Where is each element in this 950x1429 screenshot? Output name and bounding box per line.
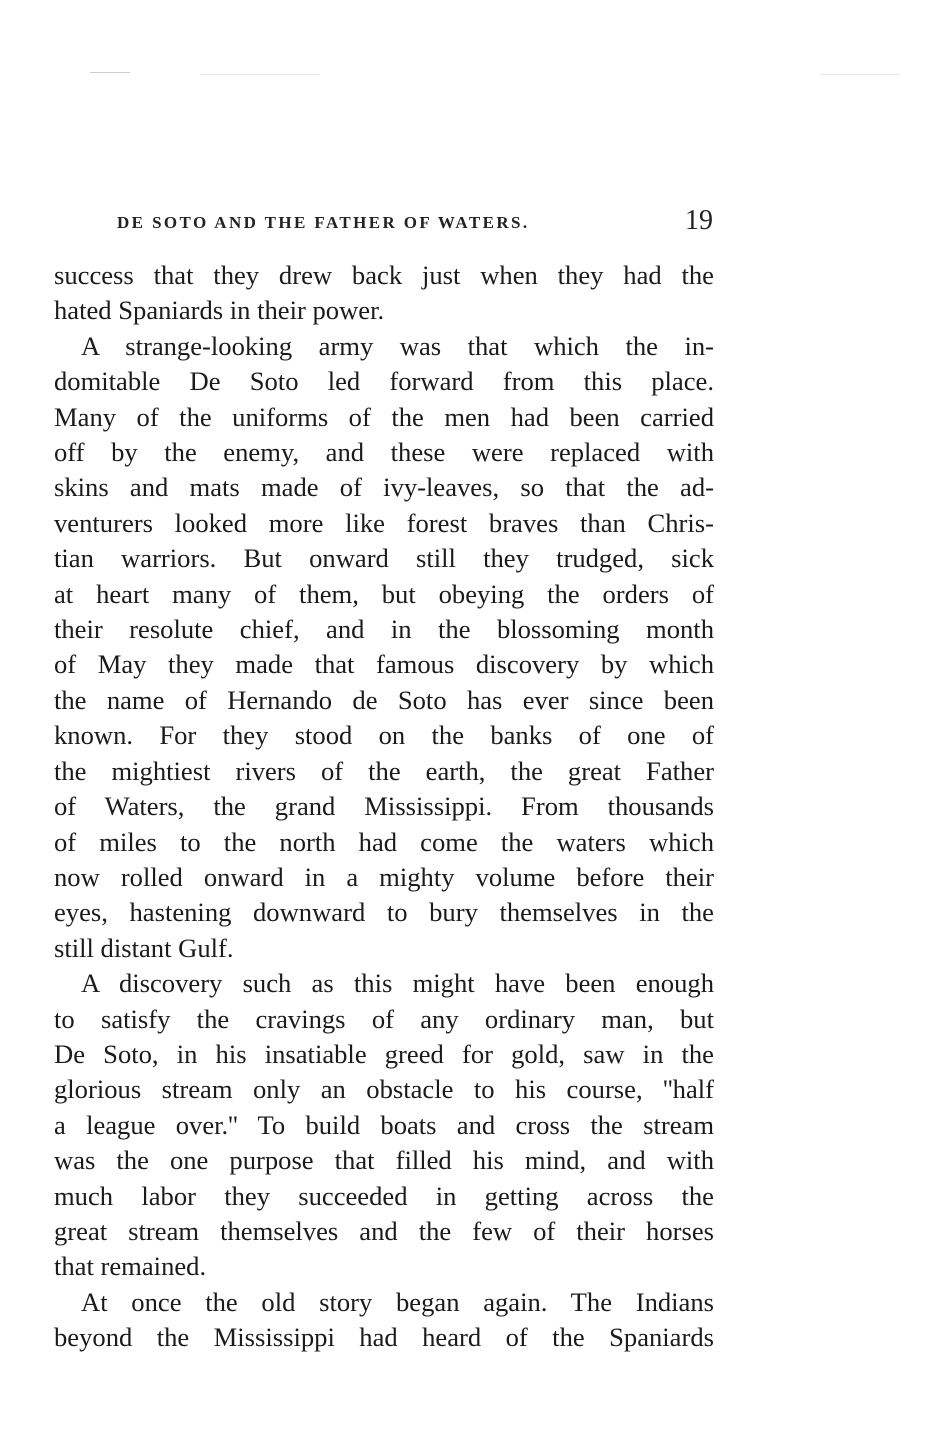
- text-line: hated Spaniards in their power.: [54, 295, 385, 326]
- text-line: the mightiest rivers of the earth, the great Father: [54, 755, 714, 786]
- text-line: A strange-looking army was that which the in-: [81, 330, 714, 361]
- text-line: beyond the Mississippi had heard of the Spaniards: [54, 1322, 714, 1353]
- text-line: to satisfy the cravings of any ordinary man, but: [54, 1003, 714, 1034]
- page-number: 19: [685, 205, 713, 236]
- text-line: At once the old story began again. The Indians: [81, 1286, 714, 1317]
- text-line: eyes, hastening downward to bury themselves in the: [54, 897, 714, 928]
- text-line: that remained.: [54, 1251, 207, 1282]
- running-title: DE SOTO AND THE FATHER OF WATERS.: [117, 213, 530, 232]
- paragraph: [54, 966, 714, 1285]
- text-line: of May they made that famous discovery by which: [54, 649, 714, 680]
- text-line: glorious stream only an obstacle to his course, ''half: [54, 1074, 714, 1105]
- text-line: venturers looked more like forest braves than Chris-: [54, 507, 714, 538]
- text-line: Many of the uniforms of the men had been carried: [54, 401, 714, 432]
- text-line: tian warriors. But onward still they trudged, sick: [54, 543, 714, 574]
- paragraph: [54, 1285, 714, 1356]
- text-line: known. For they stood on the banks of one of: [54, 720, 714, 751]
- text-line: at heart many of them, but obeying the orders of: [54, 578, 714, 609]
- text-line: A discovery such as this might have been enough: [81, 968, 714, 999]
- text-line: was the one purpose that filled his mind, and with: [54, 1145, 714, 1176]
- text-line: success that they drew back just when they had the: [54, 260, 714, 290]
- body-text: [54, 258, 714, 1356]
- paragraph: [54, 329, 714, 966]
- page-header: [117, 205, 713, 239]
- text-line: a league over.'' To build boats and cross the stream: [54, 1109, 714, 1140]
- text-line: off by the enemy, and these were replaced with: [54, 437, 714, 468]
- text-line: much labor they succeeded in getting across the: [54, 1180, 714, 1211]
- text-line: their resolute chief, and in the blossoming month: [54, 614, 714, 645]
- text-line: the name of Hernando de Soto has ever since been: [54, 684, 714, 715]
- text-line: domitable De Soto led forward from this place.: [54, 366, 714, 397]
- scan-artifact: [200, 74, 320, 75]
- paragraph: [54, 258, 714, 329]
- text-line: now rolled onward in a mighty volume before their: [54, 861, 714, 892]
- text-line: De Soto, in his insatiable greed for gold, saw in the: [54, 1038, 714, 1069]
- text-line: still distant Gulf.: [54, 932, 234, 963]
- scan-artifact: [820, 74, 900, 75]
- text-line: great stream themselves and the few of their horses: [54, 1215, 714, 1246]
- text-line: skins and mats made of ivy-leaves, so that the ad-: [54, 472, 714, 503]
- text-line: of Waters, the grand Mississippi. From thousands: [54, 791, 714, 822]
- scan-artifact: [90, 72, 130, 73]
- text-line: of miles to the north had come the waters which: [54, 826, 714, 857]
